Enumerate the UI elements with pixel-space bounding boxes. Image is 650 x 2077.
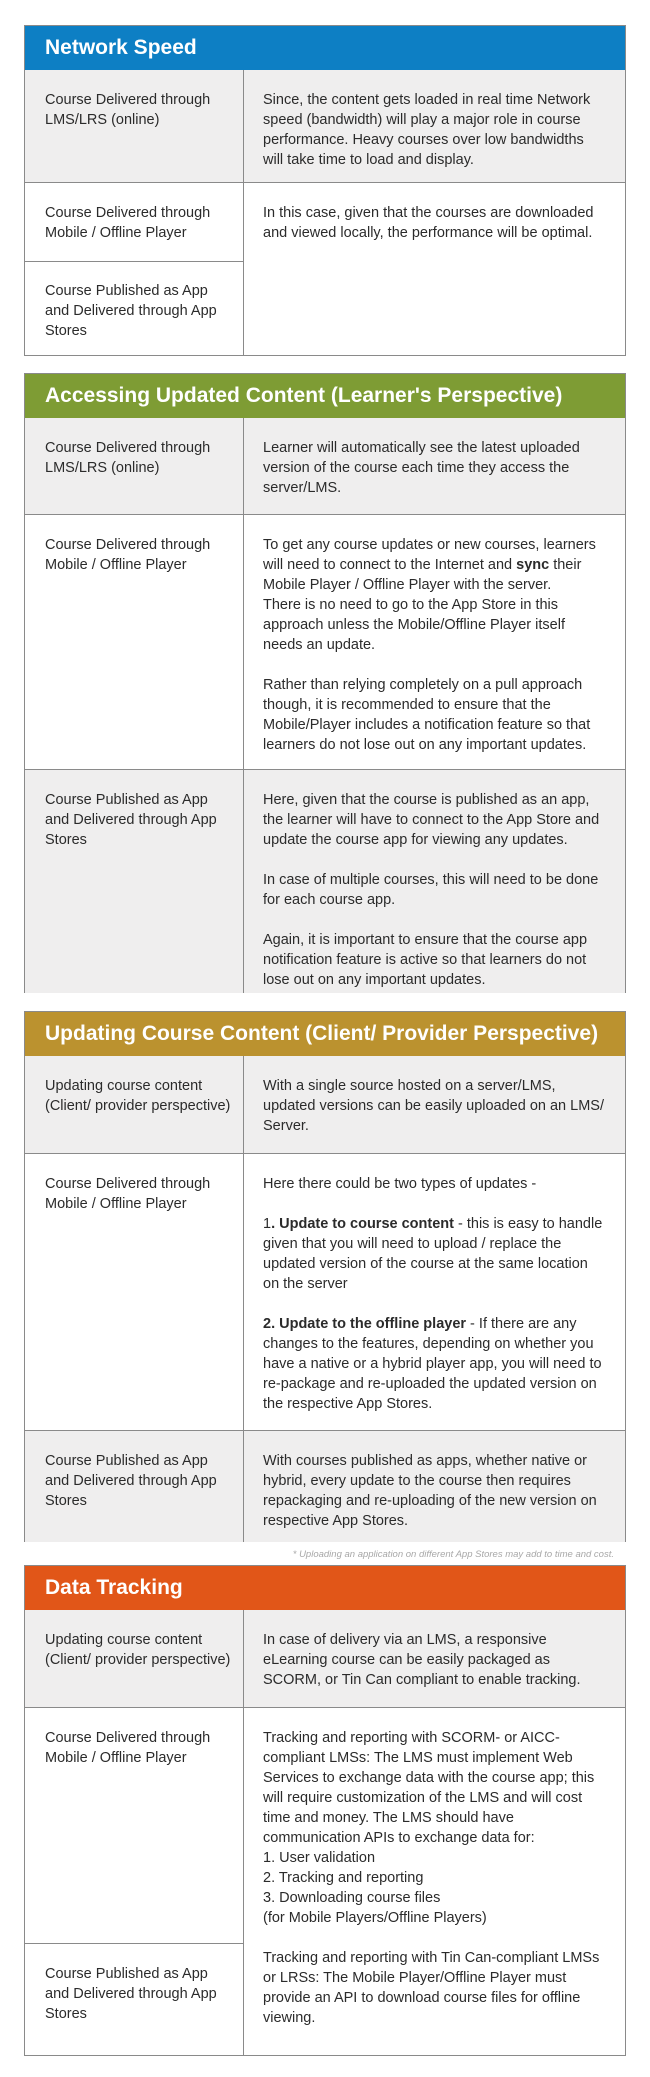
accessing-content-section — [24, 373, 626, 993]
row-label: Course Published as App and Delivered through App Stores — [45, 792, 217, 848]
divider — [243, 1056, 244, 1542]
divider — [243, 418, 244, 993]
row-label: Course Published as App and Delivered through App Stores — [45, 283, 217, 339]
row-description: Learner will automatically see the latest uploaded version of the course each time they access the server/LMS. — [263, 440, 580, 496]
table-row — [25, 515, 625, 769]
table-row — [25, 1610, 625, 1707]
table-row — [25, 1431, 625, 1542]
row-label: Course Delivered through LMS/LRS (online) — [45, 440, 211, 476]
row-label: Course Published as App and Delivered through App Stores — [45, 1453, 217, 1509]
row-description: With courses published as apps, whether native or hybrid, every update to the course then requires repackaging and re-uploading of the new version on respective App Stores. — [263, 1453, 597, 1529]
table-row — [25, 70, 625, 183]
row-label: Course Delivered through Mobile / Offline Player — [45, 1730, 211, 1766]
table-row — [25, 1708, 625, 2056]
accessing-content-header: Accessing Updated Content (Learner's Perspective) — [25, 374, 625, 418]
row-label: Course Delivered through Mobile / Offline Player — [45, 537, 211, 573]
row-label: Course Delivered through Mobile / Offline Player — [45, 1176, 211, 1212]
row-description: To get any course updates or new courses, learners will need to connect to the Internet and sync their Mobile Player / Offline Player with the server. There is no need to go to the App Store in this approach unless the Mobile/Offline Player itself needs an update. Rather than relying completely on a pull approach though, it is recommended to ensure that the Mobile/Player includes a notification feature so that learners do not lose out on any important updates. — [263, 537, 596, 753]
footnote: * Uploading an application on different App Stores may add to time and cost. — [292, 1549, 614, 1560]
network-speed-section — [24, 25, 626, 356]
row-description: With a single source hosted on a server/LMS, updated versions can be easily uploaded on an LMS/ Server. — [263, 1078, 604, 1134]
network-speed-header: Network Speed — [25, 26, 625, 70]
data-tracking-section — [24, 1565, 626, 2056]
data-tracking-header: Data Tracking — [25, 1566, 625, 1610]
table-row — [25, 418, 625, 514]
row-label: Course Delivered through LMS/LRS (online) — [45, 92, 211, 128]
row-description: Here, given that the course is published as an app, the learner will have to connect to the App Store and update the course app for viewing any updates. In case of multiple courses, this will need to be done for each course app. Again, it is important to ensure that the course app notification feature is active so that learners do not lose out on any important updates. — [263, 792, 600, 988]
row-description: Since, the content gets loaded in real time Network speed (bandwidth) will play a major role in course performance. Heavy courses over low bandwidths will take time to load and display. — [263, 92, 591, 168]
row-description: Tracking and reporting with SCORM- or AICC-compliant LMSs: The LMS must implement Web Services to exchange data with the course app; this will require customization of the LMS and will cost time and money. The LMS should have communication APIs to exchange data for: 1. User validation 2. Tracking and reporting 3. Downloading course files (for Mobile Players/Offline Players) Tracking and reporting with Tin Can-compliant LMSs or LRSs: The Mobile Player/Offline Player must provide an API to download course files for offline viewing. — [263, 1730, 600, 2026]
row-label: Course Published as App and Delivered through App Stores — [45, 1966, 217, 2022]
row-label: Course Delivered through Mobile / Offline Player — [45, 205, 211, 241]
table-row — [25, 183, 625, 356]
row-label: Updating course content (Client/ provider perspective) — [45, 1078, 231, 1114]
table-row — [25, 1154, 625, 1430]
divider — [243, 1610, 244, 2056]
row-description: Here there could be two types of updates - 1. Update to course content - this is easy to handle given that you will need to upload / replace the updated version of the course at the same location on the server 2. Update to the offline player - If there are any changes to the features, depending on whether you have a native or a hybrid player app, you will need to re-package and re-uploaded the updated version on the respective App Stores. — [263, 1176, 603, 1412]
row-label: Updating course content (Client/ provider perspective) — [45, 1632, 231, 1668]
updating-content-header: Updating Course Content (Client/ Provider Perspective) — [25, 1012, 625, 1056]
row-description: In case of delivery via an LMS, a responsive eLearning course can be easily packaged as SCORM, or Tin Can compliant to enable tracking. — [263, 1632, 581, 1688]
updating-content-section — [24, 1011, 626, 1542]
table-row — [25, 1056, 625, 1153]
table-row — [25, 770, 625, 993]
row-description: In this case, given that the courses are downloaded and viewed locally, the performance will be optimal. — [263, 205, 594, 241]
divider — [243, 70, 244, 356]
